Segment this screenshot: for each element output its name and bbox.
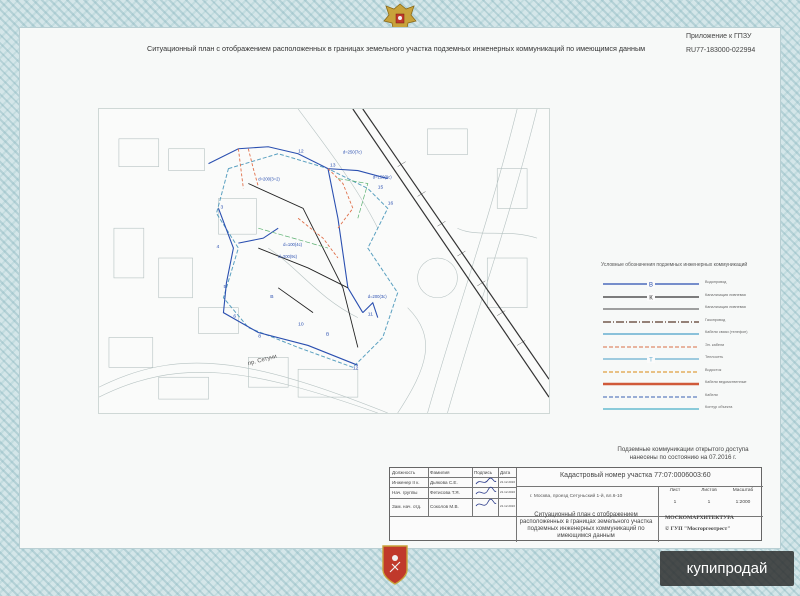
legend-item — [601, 353, 761, 366]
scale-value: 1:2000 — [735, 500, 751, 505]
legend-line-icon — [603, 318, 699, 326]
organization-name: МОСКОМАРХИТЕКТУРА — [665, 515, 734, 521]
svg-text:6: 6 — [233, 314, 237, 320]
svg-text:4: 4 — [216, 245, 220, 251]
svg-text:13: 13 — [329, 163, 336, 169]
row3-date: 21.12.2016 — [500, 504, 516, 508]
legend — [601, 262, 761, 437]
organization-subname: © ГУП "Мосгоргеотрест" — [665, 526, 731, 532]
legend-item — [601, 278, 761, 291]
svg-text:d=200(3=2): d=200(3=2) — [258, 176, 280, 182]
legend-item — [601, 391, 761, 404]
survey-note-line2: нанесены по состоянию на 07.2016 г. — [629, 454, 737, 461]
svg-text:11: 11 — [367, 312, 373, 318]
legend-item — [601, 341, 761, 354]
legend-item — [601, 378, 761, 391]
legend-line-icon — [603, 355, 699, 363]
svg-text:12: 12 — [352, 366, 359, 372]
legend-label: Кабели связи (телефон) — [705, 330, 748, 334]
row2-name: Фетисова Т.Я. — [430, 490, 460, 495]
row3-name: Соколов М.В. — [430, 504, 459, 509]
legend-label: Эл. кабели — [705, 342, 725, 347]
svg-text:16: 16 — [387, 201, 394, 207]
row1-date: 21.12.2016 — [500, 480, 516, 484]
svg-text:8: 8 — [258, 334, 262, 340]
svg-text:15: 15 — [377, 185, 384, 191]
legend-letter: К — [649, 295, 653, 301]
signatures-table — [390, 468, 516, 542]
svg-text:d=150(9c): d=150(9c) — [372, 174, 392, 180]
sheets-value: 1 — [707, 500, 711, 505]
header-name: Фамилия — [430, 470, 450, 475]
legend-line-icon — [603, 330, 699, 338]
legend-line-icon — [603, 280, 699, 288]
svg-text:пр. Сетуни: пр. Сетуни — [247, 353, 278, 368]
row1-name: Дьякова С.Е. — [430, 480, 458, 485]
row2-role: Нач. группы — [392, 490, 418, 495]
legend-letter: В — [648, 282, 654, 288]
svg-text:d=200(9c): d=200(9c) — [278, 254, 298, 260]
legend-line-icon — [603, 293, 699, 301]
legend-item — [601, 328, 761, 341]
registration-number: RU77-183000-022994 — [686, 47, 756, 54]
situation-plan-map — [98, 108, 550, 414]
legend-letter: Т — [649, 357, 653, 363]
legend-item — [601, 291, 761, 304]
svg-text:В: В — [325, 332, 330, 338]
header-role: Должность — [392, 470, 416, 475]
sheet-value: 1 — [673, 500, 677, 505]
address: г. Москва, проезд Сетуньский 1-й, вл.6-10 — [530, 494, 623, 499]
legend-label: Кабели — [705, 392, 718, 397]
legend-label: Контур объекта — [705, 405, 733, 409]
title-block — [389, 467, 762, 541]
legend-title: Условные обозначения подземных инженерных коммуникаций — [601, 262, 748, 268]
watermark: купипродай — [660, 551, 794, 586]
legend-line-icon — [603, 380, 699, 388]
legend-item — [601, 316, 761, 329]
header-signature: Подпись — [474, 470, 493, 475]
legend-line-icon — [603, 368, 699, 376]
legend-line-icon — [603, 305, 699, 313]
legend-item — [601, 403, 761, 416]
svg-text:10: 10 — [298, 322, 304, 328]
row3-role: Зам. нач. отд. — [392, 504, 422, 509]
legend-line-icon — [603, 393, 699, 401]
row1-role: Инженер II к. — [392, 480, 420, 485]
survey-note-line1: Подземные коммуникации открытого доступа — [617, 446, 749, 453]
legend-label: Канализация ливневая — [705, 305, 746, 309]
header-date: Дата — [500, 470, 511, 475]
scale-header: Масштаб — [732, 488, 754, 493]
legend-item — [601, 303, 761, 316]
legend-label: Водосток — [705, 367, 722, 372]
svg-text:d=100(4c): d=100(4c) — [283, 242, 303, 248]
moscow-coat-of-arms-icon — [380, 542, 410, 586]
sheets-header: Листов — [701, 488, 717, 493]
legend-label: Водопровод — [705, 280, 727, 284]
cadastral-number: Кадастровый номер участка 77:07:0006003:60 — [560, 472, 711, 479]
appendix-label: Приложение к ГПЗУ — [686, 33, 752, 40]
legend-line-icon — [603, 343, 699, 351]
plan-name: Ситуационный план с отображением расположенных в границах земельного участка подземных инженерных коммуникаций по имеющимся данным — [519, 512, 653, 539]
svg-text:d=200(3c): d=200(3c) — [367, 293, 387, 299]
survey-note — [608, 446, 758, 462]
sheet-header: Лист — [669, 488, 681, 493]
svg-text:3: 3 — [220, 205, 224, 211]
legend-label: Газопровод — [705, 317, 726, 322]
svg-text:12: 12 — [298, 149, 304, 155]
signatures-icon — [474, 476, 498, 514]
row2-date: 21.12.2016 — [500, 490, 516, 494]
svg-text:d=250(7c): d=250(7c) — [342, 149, 362, 155]
svg-text:В: В — [270, 294, 274, 300]
legend-label: Канализация ливневая — [705, 292, 746, 297]
sheet-table — [658, 486, 762, 512]
legend-line-icon — [603, 405, 699, 413]
legend-label: Теплосеть — [705, 355, 724, 359]
page-title: Ситуационный план с отображением расположенных в границах земельного участка подземных инженерных коммуникаций по имеющимся данным — [147, 44, 646, 53]
svg-text:5: 5 — [223, 284, 227, 290]
legend-label: Кабели ведомственные — [705, 380, 747, 384]
legend-item — [601, 366, 761, 379]
